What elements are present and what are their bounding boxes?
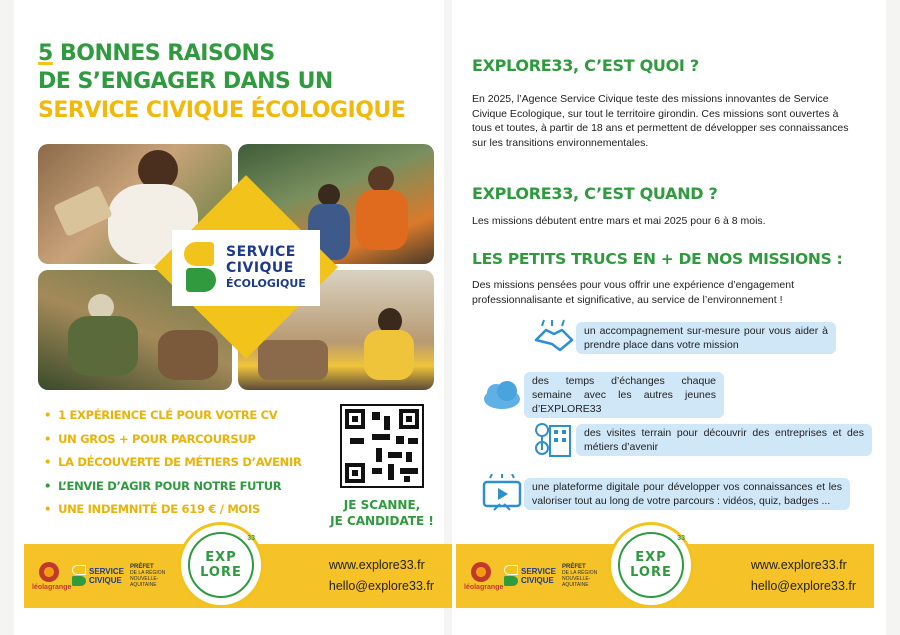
logo-line2: CIVIQUE [226,260,294,276]
badge-number: 33 [247,535,255,542]
feature-platform [480,474,856,514]
email-link[interactable]: hello@explore33.fr [750,579,856,593]
handshake-icon [532,318,576,358]
list-item: • L’ENVIE D’AGIR POUR NOTRE FUTUR [44,475,302,499]
email-link[interactable]: hello@explore33.fr [328,579,434,593]
badge-number: 33 [677,535,685,542]
reasons-list [44,404,302,522]
logo-line3: ÉCOLOGIQUE [226,277,306,290]
service-civique-logo [72,565,124,587]
left-flyer-page [14,0,444,635]
paragraph-what: En 2025, l’Agence Service Civique teste des missions innovantes de Service Civique Ecologique, sur tout le territoire girondin. Ces missions sont ouvertes à tous et toutes, à partir de 18 ans et permettent de développer ses connaissances sur les transitions environnementales. [472,93,849,149]
scan-line2: JE CANDIDATE ! [330,514,434,528]
contact-block [329,555,452,597]
website-link[interactable]: www.explore33.fr [328,558,425,572]
cloud-icon [480,375,524,415]
prefect-line1: PRÉFET [561,564,586,570]
feature-text: des visites terrain pour découvrir des entreprises et des métiers d’avenir [576,424,872,456]
explore33-badge [608,522,694,608]
prefect-line1: PRÉFET [129,564,154,570]
list-item: • 1 EXPÉRIENCE CLÉ POUR VOTRE CV [44,404,302,428]
title-number: 5 [38,41,53,66]
feature-text: un accompagnement sur-mesure pour vous aider à prendre place dans votre mission [576,322,836,354]
photo-collage [38,144,434,390]
qr-code[interactable] [340,404,424,488]
badge-line2: LORE [200,565,242,580]
service-civique-ecologique-logo [172,230,320,306]
feature-visits [532,420,872,460]
left-footer [24,535,452,608]
title-line3: SERVICE CIVIQUE ÉCOLOGIQUE [38,98,406,123]
list-item: • UNE INDEMNITÉ DE 619 € / MOIS [44,498,302,522]
prefect-logo [130,564,170,588]
sc-line2: CIVIQUE [89,576,122,585]
title-line2: DE S’ENGAGER DANS UN [38,69,333,94]
website-link[interactable]: www.explore33.fr [750,558,847,572]
leo-label: léolagrange [464,583,504,591]
explore33-badge [178,522,264,608]
right-flyer-page [452,0,886,635]
badge-line1: EXP [205,550,237,565]
sc-line1: SERVICE [521,567,556,576]
heading-extras: LES PETITS TRUCS EN + DE NOS MISSIONS : [472,250,843,268]
scan-cta [330,497,434,529]
feature-text: une plateforme digitale pour développer vos connaissances et les valoriser tout au long de votre parcours : vidéos, quiz, badges ... [524,478,850,510]
paragraph-extras: Des missions pensées pour vous offrir une expérience d’engagement professionnalisante et significative, au service de l’environnement ! [472,279,794,306]
contact-block [751,555,874,597]
list-item: • LA DÉCOUVERTE DE MÉTIERS D’AVENIR [44,451,302,475]
feature-text: des temps d’échanges chaque semaine avec les autres jeunes d’EXPLORE33 [524,372,724,418]
prefect-logo [562,564,602,588]
building-location-icon [532,420,576,460]
left-title [38,40,405,126]
feature-exchanges [480,372,810,418]
heading-when: EXPLORE33, C’EST QUAND ? [472,184,718,203]
sc-line2: CIVIQUE [521,576,554,585]
leo-label: léolagrange [32,583,72,591]
digital-platform-icon [480,474,524,514]
title-line1: BONNES RAISONS [52,41,275,66]
list-item: • UN GROS + POUR PARCOURSUP [44,428,302,452]
logo-line1: SERVICE [226,244,296,260]
heading-what: EXPLORE33, C’EST QUOI ? [472,56,699,75]
feature-support [532,318,852,358]
leo-lagrange-logo [32,562,72,591]
badge-line1: EXP [635,550,667,565]
scan-line1: JE SCANNE, [343,498,421,512]
sc-line1: SERVICE [89,567,124,576]
prefect-line2: DE LA RÉGION NOUVELLE-AQUITAINE [561,570,598,588]
s-logo-icon [180,238,220,298]
paragraph-when: Les missions débutent entre mars et mai 2025 pour 6 à 8 mois. [472,215,766,227]
service-civique-logo [504,565,556,587]
badge-line2: LORE [630,565,672,580]
prefect-line2: DE LA RÉGION NOUVELLE-AQUITAINE [129,570,166,588]
right-footer [456,535,874,608]
leo-lagrange-logo [464,562,504,591]
